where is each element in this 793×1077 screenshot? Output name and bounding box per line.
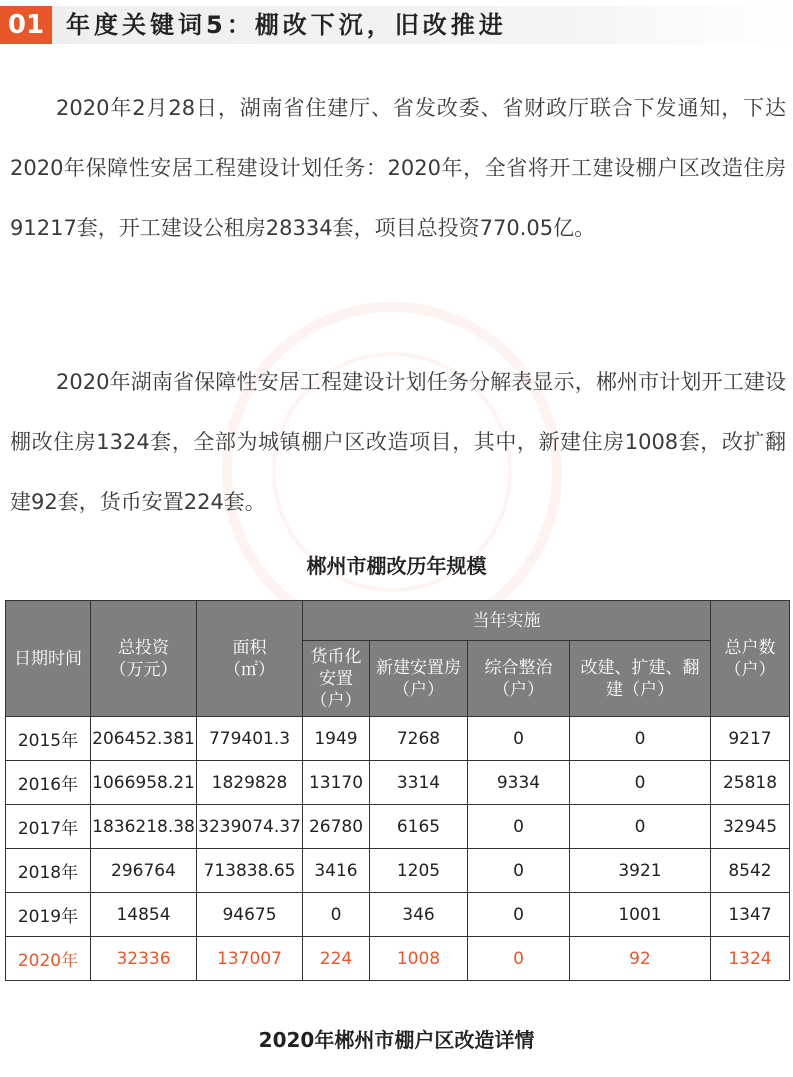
cell-total: 25818 — [711, 761, 790, 805]
cell-total: 1347 — [711, 893, 790, 937]
cell-date: 2019年 — [6, 893, 91, 937]
cell-rebuild: 0 — [570, 717, 711, 761]
table-row — [6, 717, 790, 761]
cell-area: 137007 — [197, 937, 303, 981]
cell-new-housing: 6165 — [370, 805, 468, 849]
header-investment: 总投资 （万元） — [91, 601, 197, 717]
cell-investment: 1066958.21 — [91, 761, 197, 805]
cell-rebuild: 3921 — [570, 849, 711, 893]
cell-area: 94675 — [197, 893, 303, 937]
cell-date: 2015年 — [6, 717, 91, 761]
table-row — [6, 893, 790, 937]
cell-comprehensive: 0 — [468, 717, 570, 761]
header-comprehensive: 综合整治 （户） — [468, 641, 570, 717]
cell-monetary: 13170 — [303, 761, 370, 805]
table-row — [6, 761, 790, 805]
cell-investment: 32336 — [91, 937, 197, 981]
header-area: 面积 （㎡） — [197, 601, 303, 717]
second-table-title: 2020年郴州市棚户区改造详情 — [258, 1028, 535, 1052]
cell-area: 713838.65 — [197, 849, 303, 893]
cell-area: 779401.3 — [197, 717, 303, 761]
header-rebuild: 改建、扩建、翻 建（户） — [570, 641, 711, 717]
cell-total: 8542 — [711, 849, 790, 893]
cell-new-housing: 3314 — [370, 761, 468, 805]
table-row — [6, 805, 790, 849]
cell-new-housing: 1008 — [370, 937, 468, 981]
cell-comprehensive: 0 — [468, 893, 570, 937]
cell-date: 2017年 — [6, 805, 91, 849]
renovation-scale-table — [5, 600, 790, 981]
table-row — [6, 849, 790, 893]
cell-area: 1829828 — [197, 761, 303, 805]
cell-total: 9217 — [711, 717, 790, 761]
section-title: 年度关键词5：棚改下沉，旧改推进 — [66, 11, 507, 39]
cell-monetary: 3416 — [303, 849, 370, 893]
cell-investment: 1836218.38 — [91, 805, 197, 849]
cell-investment: 14854 — [91, 893, 197, 937]
table-title: 郴州市棚改历年规模 — [306, 554, 487, 578]
cell-investment: 206452.381 — [91, 717, 197, 761]
cell-comprehensive: 0 — [468, 937, 570, 981]
cell-monetary: 26780 — [303, 805, 370, 849]
cell-comprehensive: 0 — [468, 805, 570, 849]
cell-date: 2016年 — [6, 761, 91, 805]
cell-date: 2018年 — [6, 849, 91, 893]
cell-monetary: 1949 — [303, 717, 370, 761]
cell-total: 32945 — [711, 805, 790, 849]
header-date: 日期时间 — [6, 601, 91, 717]
cell-investment: 296764 — [91, 849, 197, 893]
cell-total: 1324 — [711, 937, 790, 981]
header-new-housing: 新建安置房 （户） — [370, 641, 468, 717]
header-current-year-group: 当年实施 — [303, 601, 711, 641]
cell-new-housing: 346 — [370, 893, 468, 937]
cell-rebuild: 0 — [570, 761, 711, 805]
section-number: 01 — [0, 6, 52, 44]
cell-monetary: 224 — [303, 937, 370, 981]
header-total-households: 总户数 （户） — [711, 601, 790, 717]
cell-rebuild: 1001 — [570, 893, 711, 937]
header-monetary: 货币化 安置 （户） — [303, 641, 370, 717]
cell-new-housing: 7268 — [370, 717, 468, 761]
cell-area: 3239074.37 — [197, 805, 303, 849]
cell-rebuild: 92 — [570, 937, 711, 981]
section-header — [0, 6, 793, 44]
cell-date: 2020年 — [6, 937, 91, 981]
table-row-highlight — [6, 937, 790, 981]
paragraph-chenzhou-plan: 2020年湖南省保障性安居工程建设计划任务分解表显示，郴州市计划开工建设棚改住房1324套，全部为城镇棚户区改造项目，其中，新建住房1008套，改扩翻建92套，货币安置224套。 — [10, 370, 786, 514]
paragraph-provincial-plan: 2020年2月28日，湖南省住建厅、省发改委、省财政厅联合下发通知，下达2020年保障性安居工程建设计划任务：2020年，全省将开工建设棚户区改造住房91217套，开工建设公租房28334套，项目总投资770.05亿。 — [10, 96, 786, 240]
cell-monetary: 0 — [303, 893, 370, 937]
cell-comprehensive: 9334 — [468, 761, 570, 805]
cell-rebuild: 0 — [570, 805, 711, 849]
cell-comprehensive: 0 — [468, 849, 570, 893]
cell-new-housing: 1205 — [370, 849, 468, 893]
